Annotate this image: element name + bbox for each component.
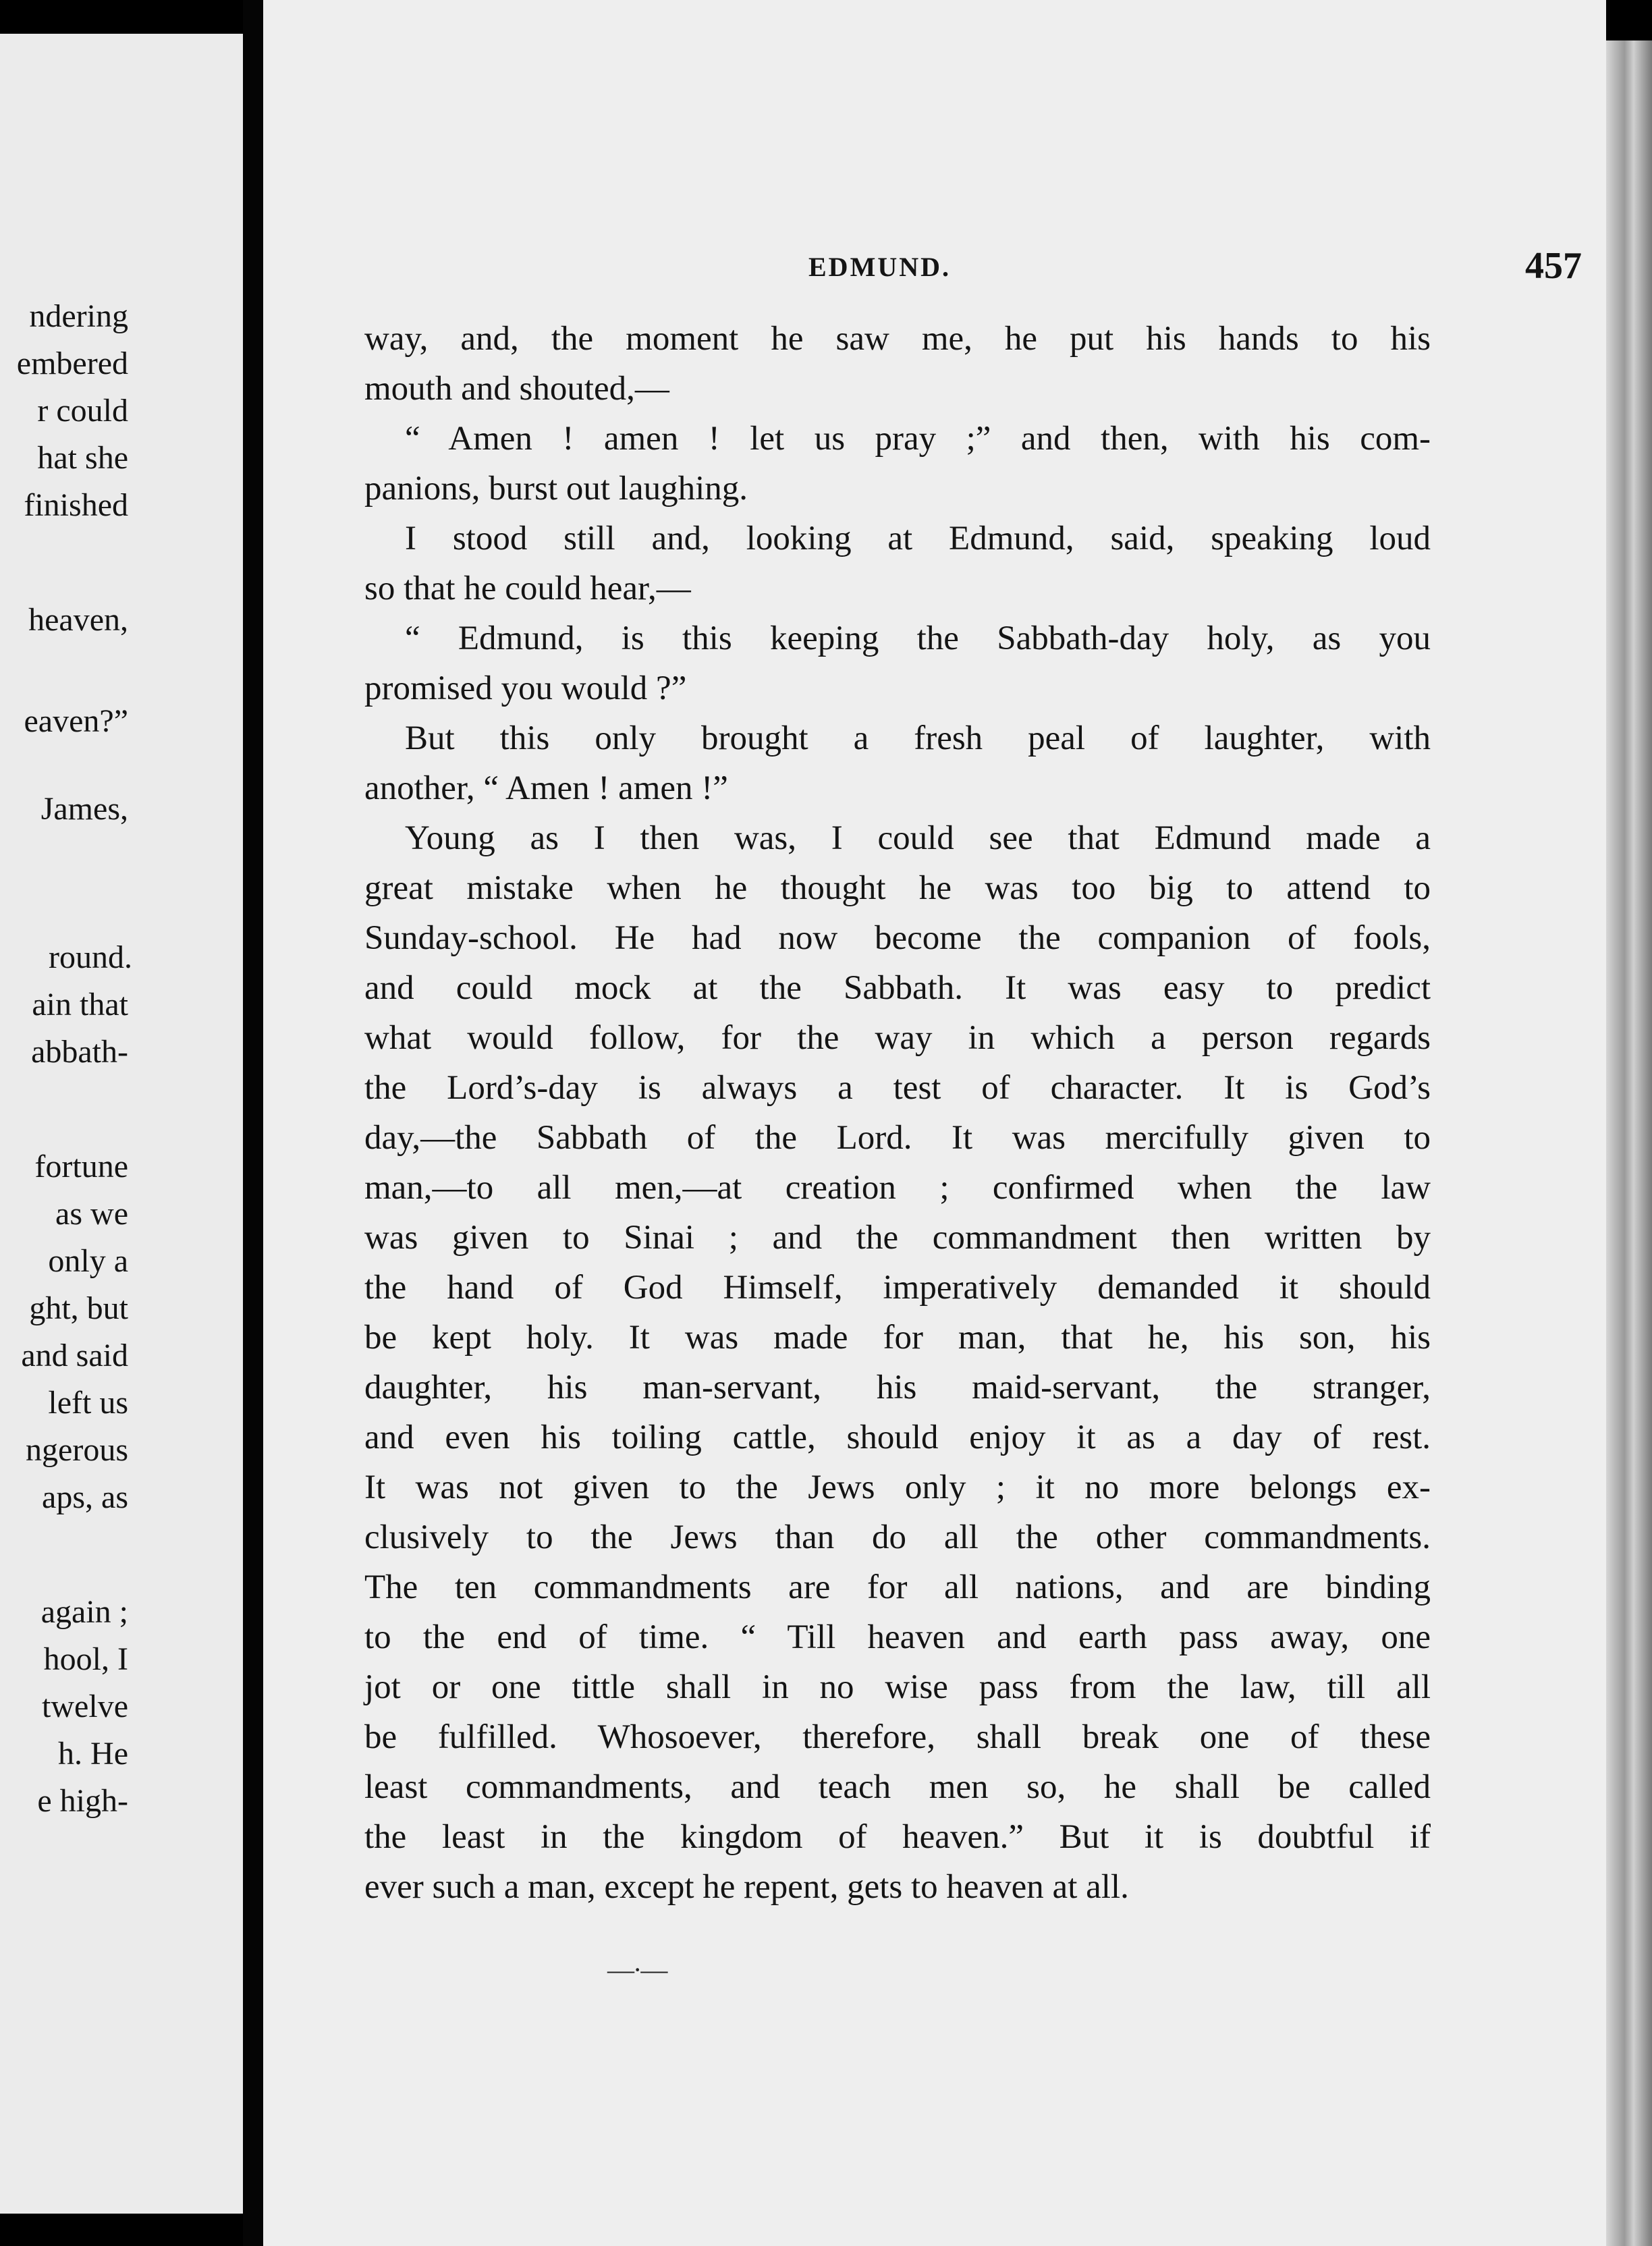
text-line: daughter, his man-servant, his maid-servant, the stranger,	[364, 1369, 1431, 1406]
text-line: be kept holy. It was made for man, that he, his son, his	[364, 1319, 1431, 1357]
text-line: But this only brought a fresh peal of laughter, with	[405, 719, 1431, 757]
left-page-line: embered	[16, 346, 128, 381]
left-page-line: e high-	[37, 1783, 128, 1819]
text-line: promised you would ?”	[364, 669, 687, 707]
left-page-line: r could	[37, 393, 128, 429]
body-text	[364, 314, 1431, 1912]
text-line: way, and, the moment he saw me, he put his hands to his	[364, 320, 1431, 358]
left-page-text	[0, 34, 132, 2214]
left-page-line: ain that	[32, 987, 128, 1022]
left-page-line: hat she	[37, 440, 128, 476]
text-line: Young as I then was, I could see that Edmund made a	[405, 819, 1431, 857]
left-page-line: ght, but	[29, 1290, 128, 1326]
text-line: It was not given to the Jews only ; it no more belongs ex-	[364, 1469, 1431, 1506]
left-page-line: round.	[49, 939, 132, 975]
text-line: another, “ Amen ! amen !”	[364, 769, 728, 807]
left-page-line: eaven?”	[24, 703, 128, 739]
text-line: The ten commandments are for all nations, and are binding	[364, 1568, 1431, 1606]
text-line: Sunday-school. He had now become the companion of fools,	[364, 919, 1431, 957]
running-head	[263, 245, 1606, 298]
left-page-line: fortune	[34, 1149, 128, 1184]
text-line: to the end of time. “ Till heaven and earth pass away, one	[364, 1618, 1431, 1656]
text-line: man,—to all men,—at creation ; confirmed when the law	[364, 1169, 1431, 1207]
left-page-line: twelve	[42, 1689, 128, 1724]
book-gutter	[243, 0, 263, 2246]
text-line: I stood still and, looking at Edmund, said, speaking loud	[405, 520, 1431, 557]
left-page-line: h. He	[58, 1736, 128, 1772]
left-page-line: heaven,	[28, 602, 128, 638]
text-line: “ Edmund, is this keeping the Sabbath-day holy, as you	[405, 620, 1431, 657]
text-line: great mistake when he thought he was too big to attend to	[364, 869, 1431, 907]
text-line: mouth and shouted,—	[364, 370, 669, 408]
text-line: and even his toiling cattle, should enjoy it as a day of rest.	[364, 1419, 1431, 1456]
text-line: was given to Sinai ; and the commandment then written by	[364, 1219, 1431, 1257]
left-page-line: left us	[48, 1385, 128, 1421]
text-line: the least in the kingdom of heaven.” But it is doubtful if	[364, 1818, 1431, 1856]
text-line: “ Amen ! amen ! let us pray ;” and then, with his com-	[405, 420, 1431, 458]
left-page-fragment	[0, 34, 243, 2214]
left-page-line: hool, I	[43, 1641, 128, 1677]
left-page-line: ndering	[29, 298, 128, 334]
text-line: be fulfilled. Whosoever, therefore, shall break one of these	[364, 1718, 1431, 1756]
left-page-line: only a	[48, 1243, 128, 1279]
text-line: least commandments, and teach men so, he shall be called	[364, 1768, 1431, 1806]
left-page-line: abbath-	[31, 1034, 128, 1070]
left-page-line: James,	[40, 791, 128, 827]
running-head-title: EDMUND.	[808, 252, 951, 282]
text-line: ever such a man, except he repent, gets to heaven at all.	[364, 1868, 1129, 1906]
left-page-line: ngerous	[26, 1432, 128, 1468]
text-line: so that he could hear,—	[364, 570, 691, 607]
left-page-line: finished	[24, 487, 128, 523]
left-page-line: again ;	[40, 1594, 128, 1630]
right-page	[263, 0, 1606, 2246]
text-line: day,—the Sabbath of the Lord. It was mercifully given to	[364, 1119, 1431, 1157]
left-page-line: aps, as	[42, 1479, 128, 1515]
left-page-line: as we	[55, 1196, 128, 1232]
text-line: what would follow, for the way in which a person regards	[364, 1019, 1431, 1057]
text-line: jot or one tittle shall in no wise pass from the law, till all	[364, 1668, 1431, 1706]
text-line: panions, burst out laughing.	[364, 470, 748, 508]
page-edge	[1606, 40, 1652, 2246]
text-line: clusively to the Jews than do all the other commandments.	[364, 1518, 1431, 1556]
tailpiece-ornament: —·—	[607, 1954, 667, 1985]
text-line: the Lord’s-day is always a test of character. It is God’s	[364, 1069, 1431, 1107]
text-line: and could mock at the Sabbath. It was easy to predict	[364, 969, 1431, 1007]
text-line: the hand of God Himself, imperatively demanded it should	[364, 1269, 1431, 1307]
page-number: 457	[1525, 245, 1582, 287]
left-page-line: and said	[21, 1338, 128, 1373]
